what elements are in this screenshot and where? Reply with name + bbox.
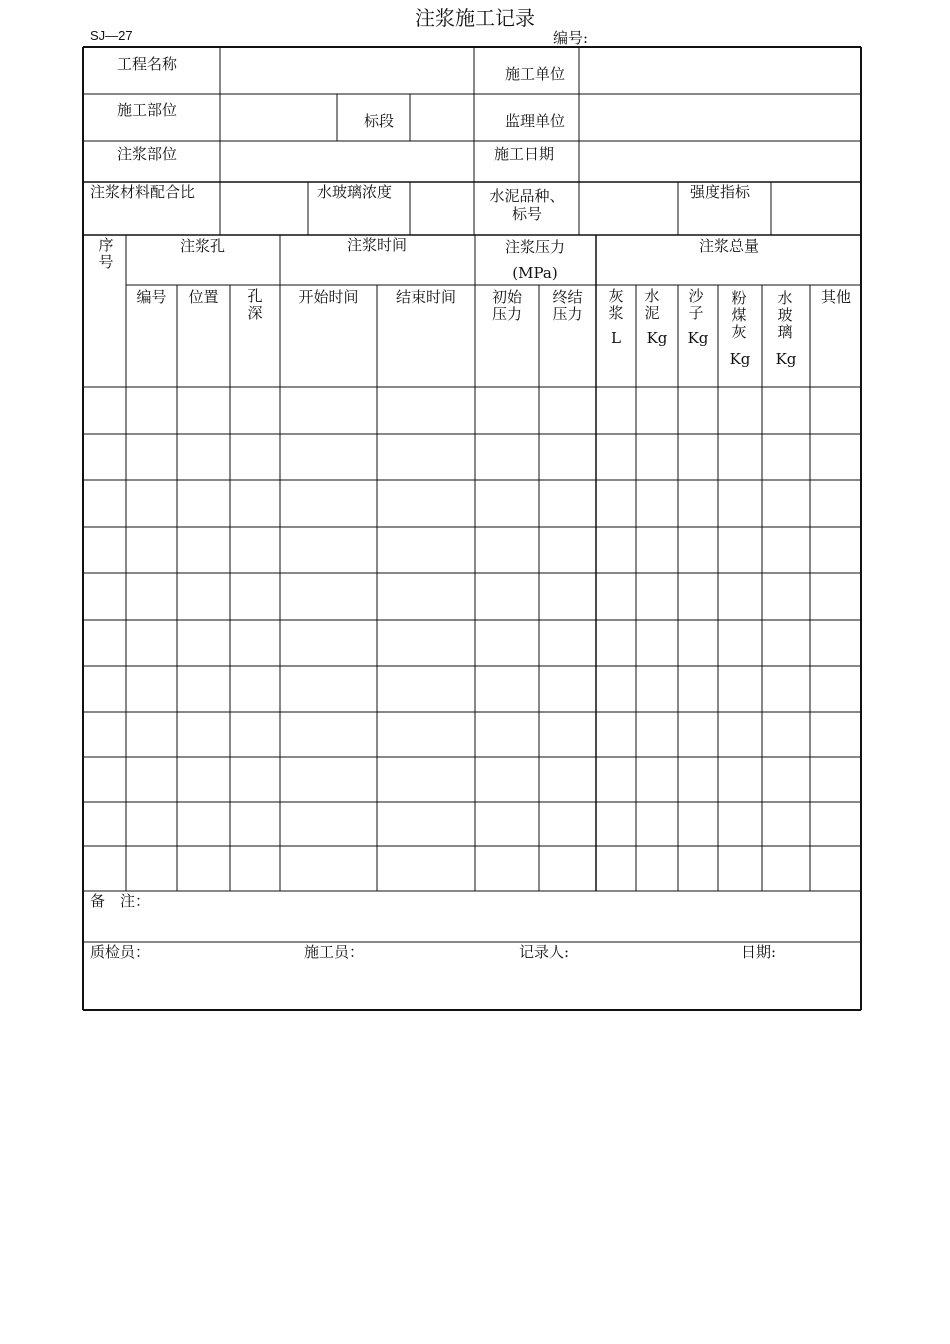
table-cell[interactable] <box>764 759 808 800</box>
hole-no-header: 编号 <box>136 288 167 306</box>
cement-type-label-line1: 水泥品种、 <box>489 187 565 205</box>
project-name-field[interactable] <box>220 48 474 92</box>
table-cell[interactable] <box>812 389 859 432</box>
table-cell[interactable] <box>812 714 859 755</box>
initial-pressure-header-line1: 初始 <box>491 288 522 306</box>
number-label: 编号: <box>553 29 589 47</box>
table-cell[interactable] <box>179 389 228 432</box>
table-cell[interactable] <box>638 622 676 664</box>
table-cell[interactable] <box>812 759 859 800</box>
table-cell[interactable] <box>477 714 537 755</box>
recorder-label: 记录人: <box>519 943 570 961</box>
table-cell[interactable] <box>379 759 473 800</box>
date-label: 日期: <box>741 943 777 961</box>
table-cell[interactable] <box>720 436 760 478</box>
table-cell[interactable] <box>541 804 594 844</box>
table-cell[interactable] <box>379 714 473 755</box>
table-cell[interactable] <box>379 482 473 525</box>
table-cell[interactable] <box>379 436 473 478</box>
table-cell[interactable] <box>232 804 278 844</box>
section-label: 标段 <box>364 112 395 130</box>
table-cell[interactable] <box>282 482 375 525</box>
table-cell[interactable] <box>720 848 760 889</box>
table-cell[interactable] <box>282 714 375 755</box>
hole-group-header: 注浆孔 <box>179 237 225 255</box>
construction-part-label: 施工部位 <box>117 101 178 119</box>
total-group-header: 注浆总量 <box>698 237 759 255</box>
table-cell[interactable] <box>84 804 124 844</box>
time-group-header: 注浆时间 <box>346 236 407 254</box>
table-cell[interactable] <box>282 804 375 844</box>
table-cell[interactable] <box>812 575 859 618</box>
table-cell[interactable] <box>232 529 278 571</box>
table-cell[interactable] <box>282 668 375 710</box>
water-glass-concentration-field[interactable] <box>412 183 474 233</box>
table-cell[interactable] <box>128 575 175 618</box>
table-cell[interactable] <box>232 575 278 618</box>
initial-pressure-header-line2: 压力 <box>491 305 522 323</box>
table-cell[interactable] <box>764 482 808 525</box>
table-cell[interactable] <box>232 436 278 478</box>
table-cell[interactable] <box>541 714 594 755</box>
table-cell[interactable] <box>680 482 716 525</box>
table-cell[interactable] <box>764 575 808 618</box>
table-cell[interactable] <box>598 804 634 844</box>
table-cell[interactable] <box>128 759 175 800</box>
table-cell[interactable] <box>764 714 808 755</box>
table-cell[interactable] <box>720 482 760 525</box>
supervisor-label: 监理单位 <box>505 112 566 130</box>
table-cell[interactable] <box>477 848 537 889</box>
table-cell[interactable] <box>232 668 278 710</box>
table-cell[interactable] <box>179 622 228 664</box>
construction-date-label: 施工日期 <box>494 145 555 163</box>
table-cell[interactable] <box>680 622 716 664</box>
table-cell[interactable] <box>680 436 716 478</box>
section-field[interactable] <box>412 95 474 139</box>
table-cell[interactable] <box>598 759 634 800</box>
table-cell[interactable] <box>812 848 859 889</box>
table-cell[interactable] <box>764 389 808 432</box>
table-cell[interactable] <box>638 668 676 710</box>
table-cell[interactable] <box>812 529 859 571</box>
table-cell[interactable] <box>379 622 473 664</box>
table-cell[interactable] <box>282 575 375 618</box>
table-cell[interactable] <box>680 575 716 618</box>
table-cell[interactable] <box>598 668 634 710</box>
table-cell[interactable] <box>764 529 808 571</box>
table-cell[interactable] <box>84 575 124 618</box>
table-cell[interactable] <box>720 389 760 432</box>
table-cell[interactable] <box>638 529 676 571</box>
table-cell[interactable] <box>477 668 537 710</box>
table-cell[interactable] <box>179 575 228 618</box>
final-pressure-header-line2: 压力 <box>552 305 583 323</box>
table-cell[interactable] <box>128 804 175 844</box>
table-cell[interactable] <box>282 389 375 432</box>
record-form <box>82 46 862 1011</box>
table-cell[interactable] <box>84 622 124 664</box>
table-cell[interactable] <box>598 848 634 889</box>
table-cell[interactable] <box>598 482 634 525</box>
table-cell[interactable] <box>598 575 634 618</box>
table-cell[interactable] <box>477 436 537 478</box>
table-cell[interactable] <box>720 575 760 618</box>
table-cell[interactable] <box>282 622 375 664</box>
table-cell[interactable] <box>812 622 859 664</box>
other-header: 其他 <box>820 288 851 306</box>
table-cell[interactable] <box>128 389 175 432</box>
constructor-label: 施工员： <box>304 943 365 961</box>
table-cell[interactable] <box>638 714 676 755</box>
cement-type-field[interactable] <box>581 183 676 233</box>
fly-ash-unit: Kg <box>729 350 751 368</box>
table-cell[interactable] <box>477 804 537 844</box>
water-glass-concentration-label: 水玻璃浓度 <box>317 183 393 201</box>
table-cell[interactable] <box>720 529 760 571</box>
table-cell[interactable] <box>179 848 228 889</box>
table-cell[interactable] <box>84 714 124 755</box>
grout-unit: L <box>611 329 621 347</box>
table-cell[interactable] <box>84 436 124 478</box>
table-cell[interactable] <box>812 804 859 844</box>
table-cell[interactable] <box>84 848 124 889</box>
table-cell[interactable] <box>764 622 808 664</box>
table-cell[interactable] <box>179 482 228 525</box>
table-cell[interactable] <box>720 622 760 664</box>
table-cell[interactable] <box>638 575 676 618</box>
page-title: 注浆施工记录 <box>415 6 535 30</box>
table-cell[interactable] <box>84 759 124 800</box>
pressure-group-header: 注浆压力 <box>504 238 565 256</box>
table-cell[interactable] <box>680 529 716 571</box>
table-cell[interactable] <box>379 668 473 710</box>
table-cell[interactable] <box>128 482 175 525</box>
table-cell[interactable] <box>128 848 175 889</box>
table-cell[interactable] <box>720 668 760 710</box>
table-cell[interactable] <box>720 714 760 755</box>
table-cell[interactable] <box>477 759 537 800</box>
table-cell[interactable] <box>84 668 124 710</box>
table-cell[interactable] <box>477 482 537 525</box>
table-cell[interactable] <box>680 389 716 432</box>
table-cell[interactable] <box>598 389 634 432</box>
table-cell[interactable] <box>598 436 634 478</box>
fly-ash-header: 粉煤灰 <box>731 289 747 341</box>
cement-header: 水泥 <box>644 287 660 322</box>
supervisor-field[interactable] <box>581 95 859 139</box>
end-time-header: 结束时间 <box>395 288 456 306</box>
table-cell[interactable] <box>812 482 859 525</box>
table-cell[interactable] <box>282 848 375 889</box>
grouting-part-field[interactable] <box>220 142 474 180</box>
table-cell[interactable] <box>282 759 375 800</box>
table-cell[interactable] <box>541 668 594 710</box>
table-cell[interactable] <box>541 482 594 525</box>
table-cell[interactable] <box>638 848 676 889</box>
table-cell[interactable] <box>179 714 228 755</box>
remarks-field[interactable] <box>152 892 858 940</box>
construction-part-field[interactable] <box>220 95 337 139</box>
table-cell[interactable] <box>232 389 278 432</box>
final-pressure-header-line1: 终结 <box>552 288 583 306</box>
table-cell[interactable] <box>541 575 594 618</box>
table-cell[interactable] <box>379 804 473 844</box>
table-cell[interactable] <box>638 804 676 844</box>
table-cell[interactable] <box>680 759 716 800</box>
cement-unit: Kg <box>646 329 668 347</box>
position-header: 位置 <box>188 288 219 306</box>
table-cell[interactable] <box>764 436 808 478</box>
table-cell[interactable] <box>128 622 175 664</box>
table-cell[interactable] <box>541 759 594 800</box>
table-cell[interactable] <box>179 759 228 800</box>
table-cell[interactable] <box>638 436 676 478</box>
project-name-label: 工程名称 <box>117 55 178 73</box>
sand-unit: Kg <box>687 329 709 347</box>
construction-date-field[interactable] <box>581 142 859 180</box>
table-cell[interactable] <box>179 668 228 710</box>
table-cell[interactable] <box>128 668 175 710</box>
seq-header: 序号 <box>98 236 114 271</box>
table-cell[interactable] <box>541 848 594 889</box>
table-cell[interactable] <box>764 848 808 889</box>
table-cell[interactable] <box>179 804 228 844</box>
table-cell[interactable] <box>680 848 716 889</box>
table-cell[interactable] <box>598 714 634 755</box>
table-cell[interactable] <box>232 482 278 525</box>
table-cell[interactable] <box>379 529 473 571</box>
contractor-label: 施工单位 <box>505 65 566 83</box>
table-cell[interactable] <box>680 668 716 710</box>
grout-header: 灰浆 <box>608 287 624 322</box>
table-cell[interactable] <box>232 714 278 755</box>
table-cell[interactable] <box>84 529 124 571</box>
table-cell[interactable] <box>812 436 859 478</box>
table-cell[interactable] <box>638 482 676 525</box>
table-cell[interactable] <box>541 622 594 664</box>
mix-ratio-field[interactable] <box>220 183 306 233</box>
table-cell[interactable] <box>179 529 228 571</box>
table-cell[interactable] <box>598 622 634 664</box>
sand-header: 沙子 <box>688 287 704 322</box>
table-cell[interactable] <box>84 389 124 432</box>
table-cell[interactable] <box>477 529 537 571</box>
table-cell[interactable] <box>598 529 634 571</box>
strength-index-label: 强度指标 <box>690 183 751 201</box>
table-cell[interactable] <box>720 759 760 800</box>
table-cell[interactable] <box>179 436 228 478</box>
table-cell[interactable] <box>232 759 278 800</box>
table-cell[interactable] <box>764 804 808 844</box>
strength-index-field[interactable] <box>771 183 859 233</box>
table-cell[interactable] <box>720 804 760 844</box>
table-cell[interactable] <box>812 668 859 710</box>
table-cell[interactable] <box>541 436 594 478</box>
table-cell[interactable] <box>477 575 537 618</box>
table-cell[interactable] <box>680 714 716 755</box>
pressure-unit: (MPa) <box>512 264 558 282</box>
water-glass-header: 水玻璃 <box>777 289 793 341</box>
table-cell[interactable] <box>379 575 473 618</box>
water-glass-unit: Kg <box>775 350 797 368</box>
hole-depth-header: 孔深 <box>247 287 263 322</box>
table-cell[interactable] <box>84 482 124 525</box>
cement-type-label-line2: 标号 <box>511 205 542 223</box>
table-cell[interactable] <box>638 759 676 800</box>
table-cell[interactable] <box>680 804 716 844</box>
table-cell[interactable] <box>128 529 175 571</box>
table-cell[interactable] <box>128 714 175 755</box>
remarks-label: 备 注： <box>90 892 151 910</box>
table-cell[interactable] <box>638 389 676 432</box>
start-time-header: 开始时间 <box>298 288 359 306</box>
table-cell[interactable] <box>379 389 473 432</box>
table-cell[interactable] <box>232 622 278 664</box>
table-cell[interactable] <box>477 389 537 432</box>
table-cell[interactable] <box>282 436 375 478</box>
table-cell[interactable] <box>541 389 594 432</box>
table-cell[interactable] <box>282 529 375 571</box>
table-cell[interactable] <box>232 848 278 889</box>
table-cell[interactable] <box>477 622 537 664</box>
form-code: SJ—27 <box>90 28 133 43</box>
table-cell[interactable] <box>764 668 808 710</box>
grouting-part-label: 注浆部位 <box>117 145 178 163</box>
contractor-field[interactable] <box>581 48 859 92</box>
table-cell[interactable] <box>379 848 473 889</box>
table-cell[interactable] <box>541 529 594 571</box>
table-cell[interactable] <box>128 436 175 478</box>
mix-ratio-label: 注浆材料配合比 <box>90 183 196 201</box>
inspector-label: 质检员： <box>90 943 151 961</box>
